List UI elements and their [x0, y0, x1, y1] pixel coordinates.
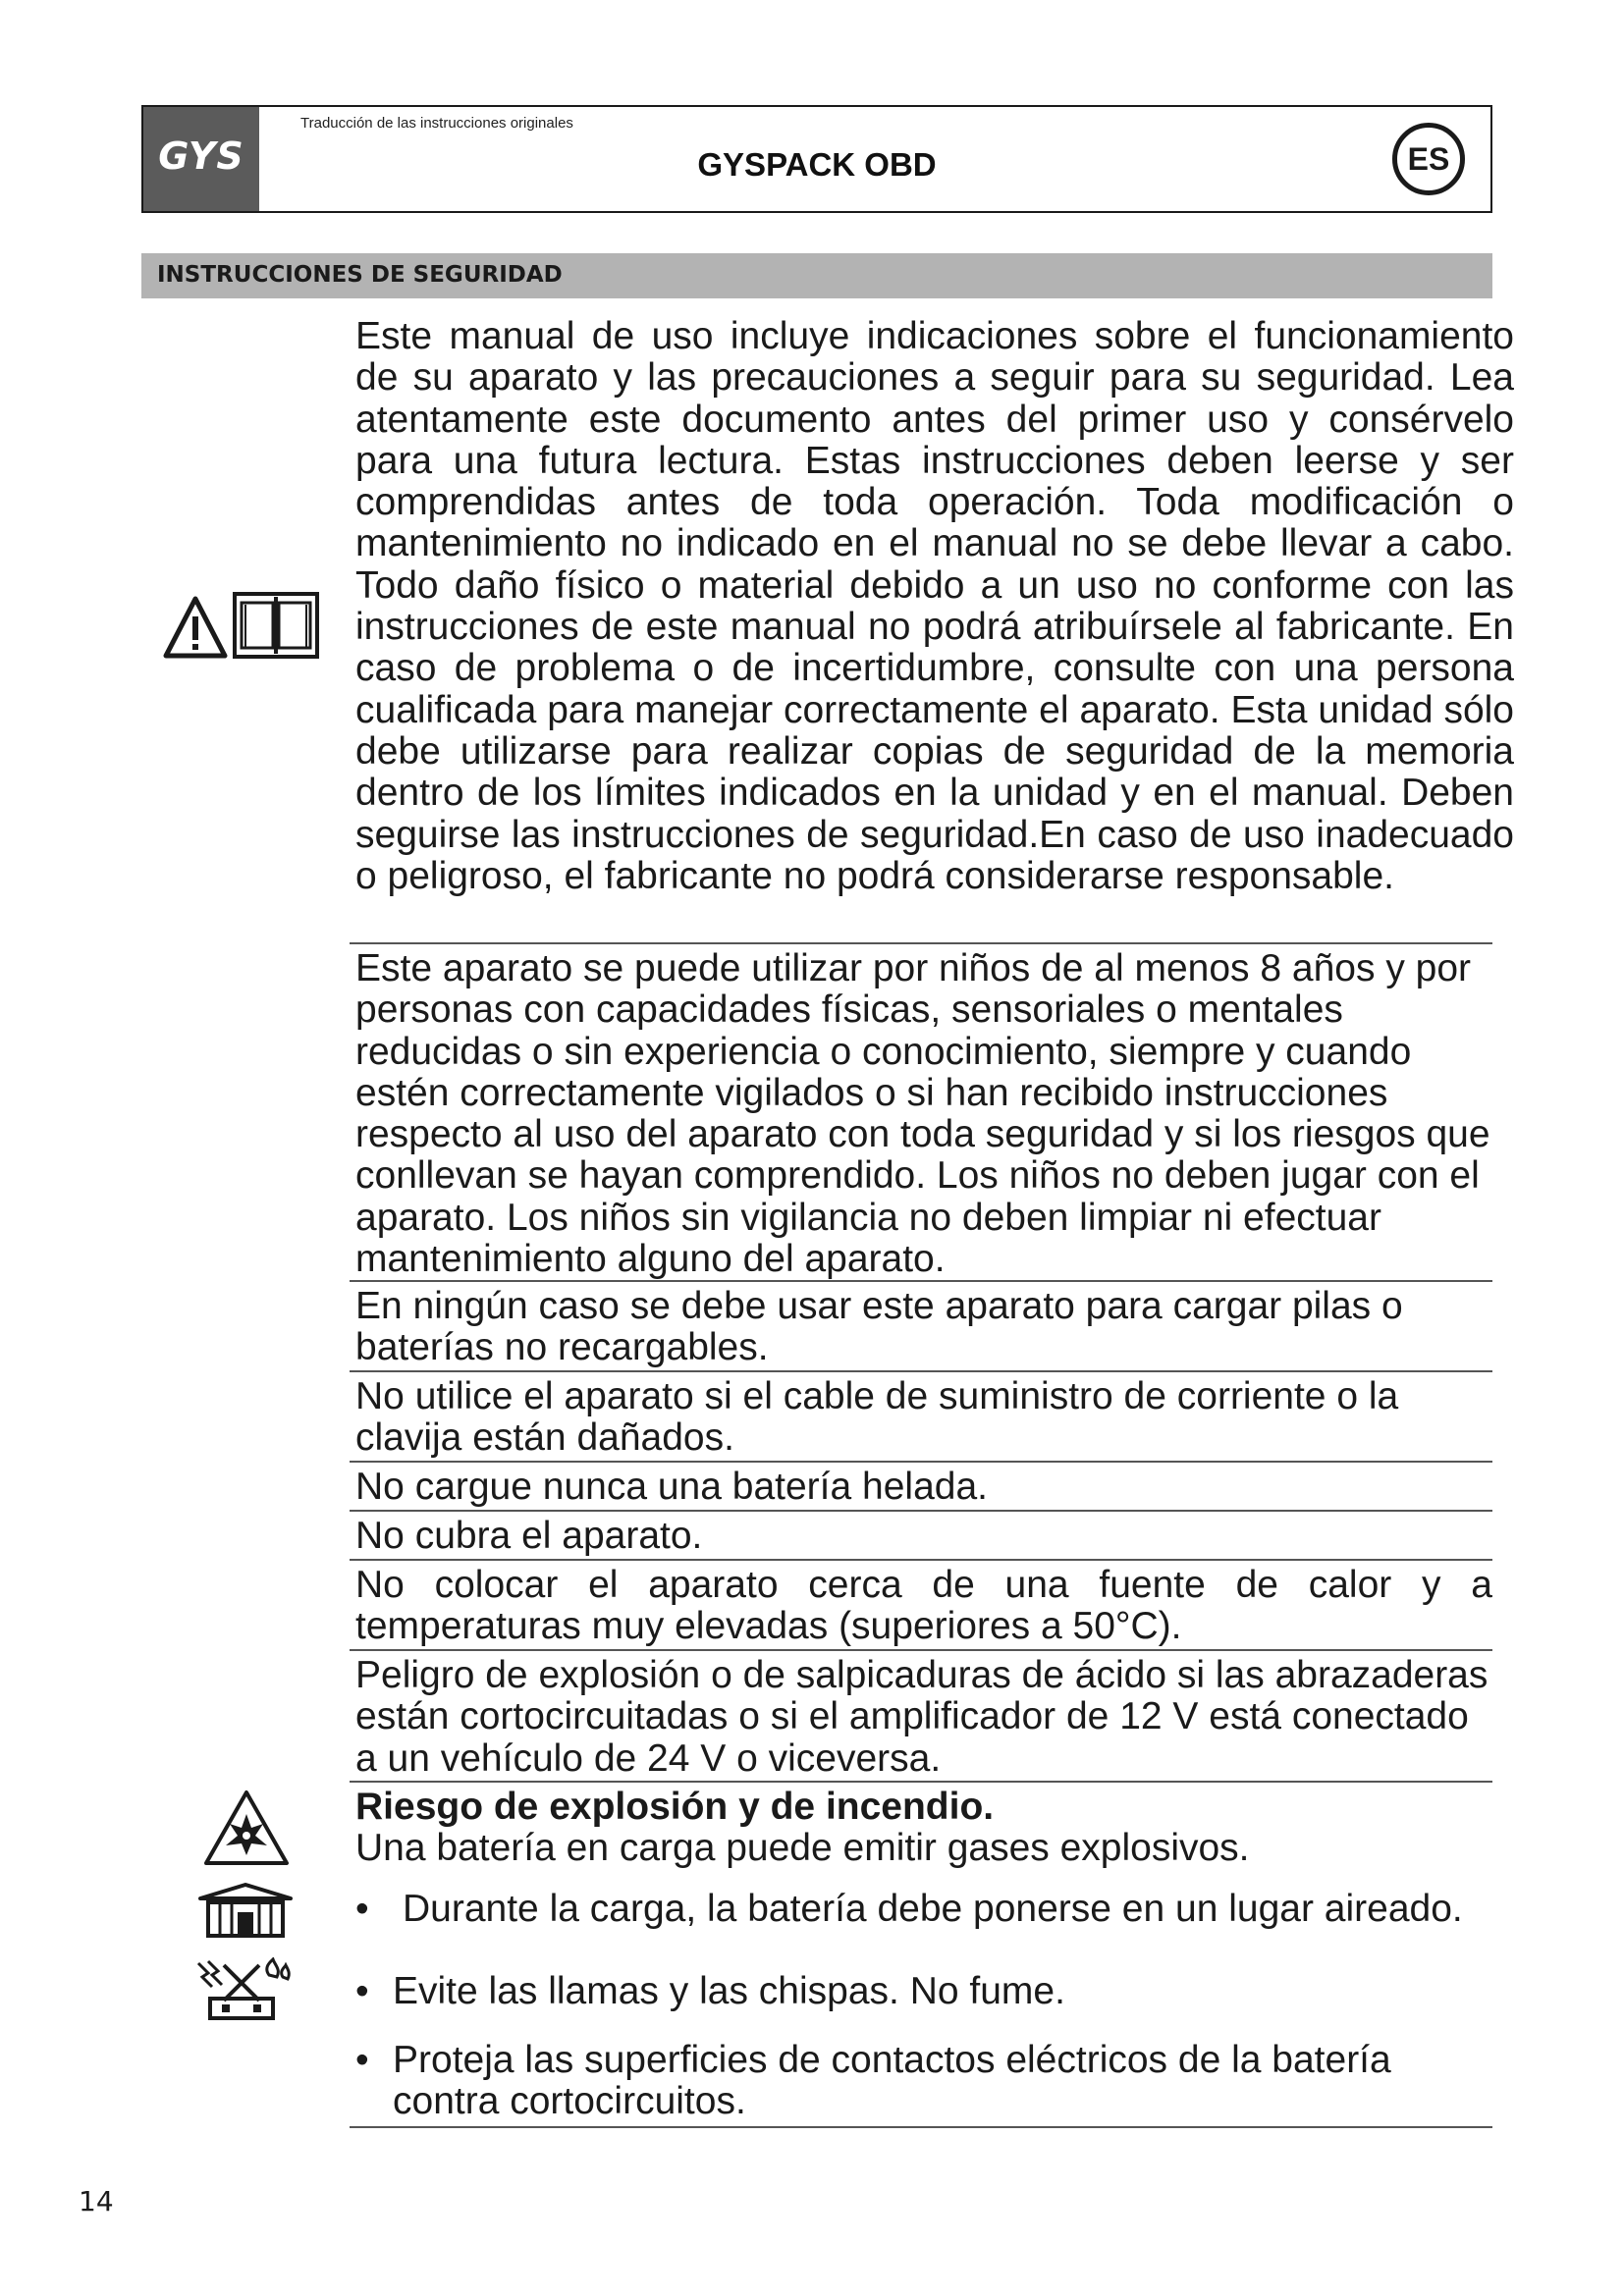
bullet-marker: •: [355, 1888, 369, 1930]
bullet-marker: •: [355, 1970, 369, 2012]
no-flames-sparks-icon: [194, 1957, 293, 2022]
language-badge: ES: [1392, 123, 1465, 195]
divider: [350, 942, 1492, 944]
divider: [350, 2126, 1492, 2128]
bullet-text: Proteja las superficies de contactos eléctricos de la batería contra cortocircuitos.: [393, 2039, 1391, 2123]
divider: [350, 1559, 1492, 1561]
ventilated-shelter-icon: [196, 1881, 295, 1940]
divider: [350, 1510, 1492, 1512]
safety-paragraph-children: Este aparato se puede utilizar por niños de al menos 8 años y por personas con capacidades físicas, sensoriales o mentales reducidas o sin experiencia o conocimiento, siempre y cuando estén correctamente vigilados o si han recibido instrucciones respecto al uso del aparato con toda seguridad y si los riesgos que conllevan se hayan comprendido. Los niños no deben jugar con el aparato. Los niños sin vigilancia no deben limpiar ni efectuar mantenimiento alguno del aparato.: [355, 947, 1490, 1281]
divider: [350, 1781, 1492, 1783]
header-subtitle: Traducción de las instrucciones originales: [300, 115, 573, 132]
safety-paragraph-explosion-acid: Peligro de explosión o de salpicaduras de ácido si las abrazaderas están cortocircuitadas o si el amplificador de 12 V está conectado a un vehículo de 24 V o viceversa.: [355, 1654, 1489, 1780]
divider: [350, 1370, 1492, 1372]
safety-paragraph-cover: No cubra el aparato.: [355, 1515, 703, 1557]
safety-paragraph-frozen-battery: No cargue nunca una batería helada.: [355, 1466, 988, 1508]
list-item: [355, 2040, 1492, 2123]
divider: [350, 1649, 1492, 1651]
list-item: [355, 1889, 1492, 1930]
bullet-text: Evite las llamas y las chispas. No fume.: [393, 1970, 1065, 2012]
explosion-warning-icon: [202, 1789, 291, 1867]
open-book-icon: [232, 591, 320, 660]
divider: [350, 1461, 1492, 1463]
safety-paragraph-heat: No colocar el aparato cerca de una fuente de calor y a temperaturas muy elevadas (superiores a 50°C).: [355, 1564, 1492, 1648]
list-item: [355, 1971, 1492, 2012]
safety-paragraph-manual: Este manual de uso incluye indicaciones sobre el funcionamiento de su aparato y las precauciones a seguir para su seguridad. Lea atentamente este documento antes del primer uso y consérvelo para una futura lectura. Estas instrucciones deben leerse y ser comprendidas antes de toda operación. Toda modificación o mantenimiento no indicado en el manual no se debe llevar a cabo. Todo daño físico o material debido a un uso no conforme con las instrucciones de este manual no podrá atribuírsele al fabricante. En caso de problema o de incertidumbre, consulte con una persona cualificada para manejar correctamente el aparato. Esta unidad sólo debe utilizarse para realizar copias de seguridad de la memoria dentro de los límites indicados en la unidad y en el manual. Deben seguirse las instrucciones de seguridad.En caso de uso inadecuado o peligroso, el fabricante no podrá considerarse responsable.: [355, 315, 1514, 897]
read-manual-icons: [163, 591, 322, 662]
bullet-text: Durante la carga, la batería debe ponerse en un lugar aireado.: [403, 1888, 1463, 1930]
warning-triangle-icon: [163, 595, 228, 660]
page-number: 14: [79, 2185, 114, 2217]
document-title: GYSPACK OBD: [697, 146, 937, 183]
safety-paragraph-damaged-cable: No utilice el aparato si el cable de suministro de corriente o la clavija están dañados.: [355, 1375, 1399, 1460]
explosion-intro: Una batería en carga puede emitir gases explosivos.: [355, 1827, 1250, 1869]
document-header: [141, 105, 1492, 213]
explosion-heading: Riesgo de explosión y de incendio.: [355, 1786, 995, 1828]
section-heading: [141, 253, 1492, 298]
bullet-marker: •: [355, 2039, 369, 2081]
safety-paragraph-non-rechargeable: En ningún caso se debe usar este aparato para cargar pilas o baterías no recargables.: [355, 1285, 1403, 1369]
section-title: INSTRUCCIONES DE SEGURIDAD: [157, 262, 563, 288]
divider: [350, 1280, 1492, 1282]
logo-text: GYS: [158, 134, 244, 178]
